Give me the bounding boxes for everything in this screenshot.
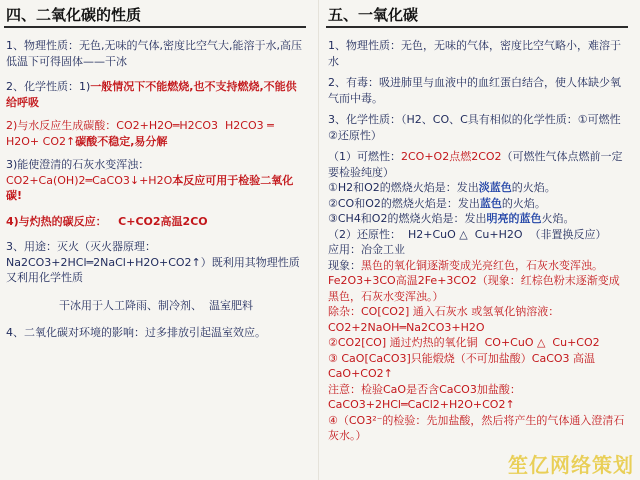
co2-chemical-properties: [6, 79, 306, 110]
co-application: 应用：冶金工业: [328, 243, 405, 256]
carbonate-test: ④（CO3²⁻的检验：先加盐酸，然后将产生的气体通入澄清石灰水。）: [328, 413, 625, 442]
co2-uses-label: 3、用途：灭火（灭火器原理：: [6, 240, 156, 253]
dry-ice-uses: 干冰用于人工降雨、制冷剂、 温室肥料: [59, 298, 253, 312]
co-flame-suffix: 的火焰。: [501, 196, 546, 210]
co-physical-properties: 1、物理性质：无色，无味的气体，密度比空气略小，难溶于水: [328, 39, 621, 68]
ch4-flame-color: 明亮的蓝色: [486, 212, 542, 225]
cuo-phenomenon: [328, 258, 628, 274]
caco3-hcl-equation: CaCO3+2HCl═CaCl2+H2O+CO2↑: [328, 398, 515, 411]
co2-environment-impact: 4、二氧化碳对环境的影响：过多排放引起温室效应。: [6, 326, 266, 339]
co-impurity-removal: 除杂：CO[CO2] 通入石灰水 或氢氧化钠溶液：: [328, 305, 560, 318]
limewater-label: 3)能使澄清的石灰水变浑浊：: [6, 158, 150, 171]
co-combustibility: [328, 149, 628, 180]
h2-flame-color: 淡蓝色: [478, 181, 512, 194]
column-divider: [318, 0, 319, 480]
fe2o3-reaction: Fe2O3+3CO高温2Fe+3CO2（现象：红棕色粉末逐渐变成黑色，石灰水变浑浊。）: [328, 274, 620, 303]
right-column: [322, 0, 634, 480]
ch4-flame-label: ③CH4和O2的燃烧火焰是：发出: [328, 212, 487, 225]
co-flame: [328, 196, 628, 212]
co-flame-color: 蓝色: [479, 196, 502, 210]
h2-flame-label: ①H2和O2的燃烧火焰是：发出: [328, 181, 479, 194]
right-heading: 五、一氧化碳: [328, 6, 419, 24]
h2-flame-suffix: 的火焰。: [511, 181, 556, 194]
watermark-logo: 笙亿网络策划: [508, 453, 634, 477]
co2-water-reaction: [6, 118, 306, 149]
co-toxicity: 2、有毒：吸进肺里与血液中的血红蛋白结合，使人体缺少氧气而中毒。: [328, 76, 621, 105]
phenomenon-label: 现象：: [328, 258, 361, 272]
co-combustion-equation: 2CO+O2点燃2CO2: [401, 150, 502, 163]
co2-non-combustible-text: 一般情况下不能燃烧,也不支持燃烧,不能供给呼吸: [6, 80, 297, 109]
carbonic-acid-note: 碳酸不稳定,易分解: [75, 134, 168, 148]
co2-physical-properties: 1、物理性质：无色,无味的气体,密度比空气大,能溶于水,高压低温下可得固体——干冰: [6, 39, 302, 68]
cao-impurity-removal: ③ CaO[CaCO3]只能煅烧（不可加盐酸）CaCO3 高温 CaO+CO2↑: [328, 351, 599, 380]
h2-flame: [328, 180, 628, 196]
carbon-reaction: 4)与灼热的碳反应： C+CO2高温2CO: [6, 214, 208, 228]
co-flame-label: ②CO和O2的燃烧火焰是：发出: [328, 196, 480, 210]
limewater-equation: CO2+Ca(OH)2═CaCO3↓+H2O: [6, 173, 173, 187]
phenomenon-text: 黑色的氧化铜逐渐变成光亮红色，石灰水变浑浊。: [361, 258, 603, 272]
left-column: [0, 0, 312, 480]
cao-check-note: 注意：检验CaO是否含CaCO3加盐酸：: [328, 382, 521, 396]
left-heading: 四、二氧化碳的性质: [6, 6, 142, 24]
ch4-flame-suffix: 火焰。: [541, 212, 575, 225]
limewater-note: 本反应可用于检验二氧化碳!: [6, 173, 294, 202]
extinguisher-equation: Na2CO3+2HCl═2NaCl+H2O+CO2↑）既利用其物理性质又利用化学性质: [6, 255, 300, 284]
co-reducibility: （2）还原性： H2+CuO △ Cu+H2O （非置换反应）: [328, 227, 607, 241]
naoh-equation: CO2+2NaOH═Na2CO3+H2O: [328, 320, 485, 334]
co-combustibility-label: （1）可燃性：: [328, 150, 401, 163]
co-purity-note: （可燃性气体点燃前一定要检验纯度）: [328, 150, 623, 179]
co2-uses: [6, 239, 306, 286]
co2-impurity-removal: ②CO2[CO] 通过灼热的氧化铜 CO+CuO △ Cu+CO2: [328, 336, 600, 349]
co2-water-equation: 2)与水反应生成碳酸：CO2+H2O═H2CO3 H2CO3 ═ H2O+ CO2↑: [6, 119, 278, 148]
limewater-reaction: [6, 157, 306, 204]
co2-chem-label: 2、化学性质：1): [6, 80, 91, 93]
ch4-flame: [328, 211, 628, 227]
co-chemical-properties: 3、化学性质：（H2、CO、C具有相似的化学性质：①可燃性 ②还原性）: [328, 113, 625, 142]
